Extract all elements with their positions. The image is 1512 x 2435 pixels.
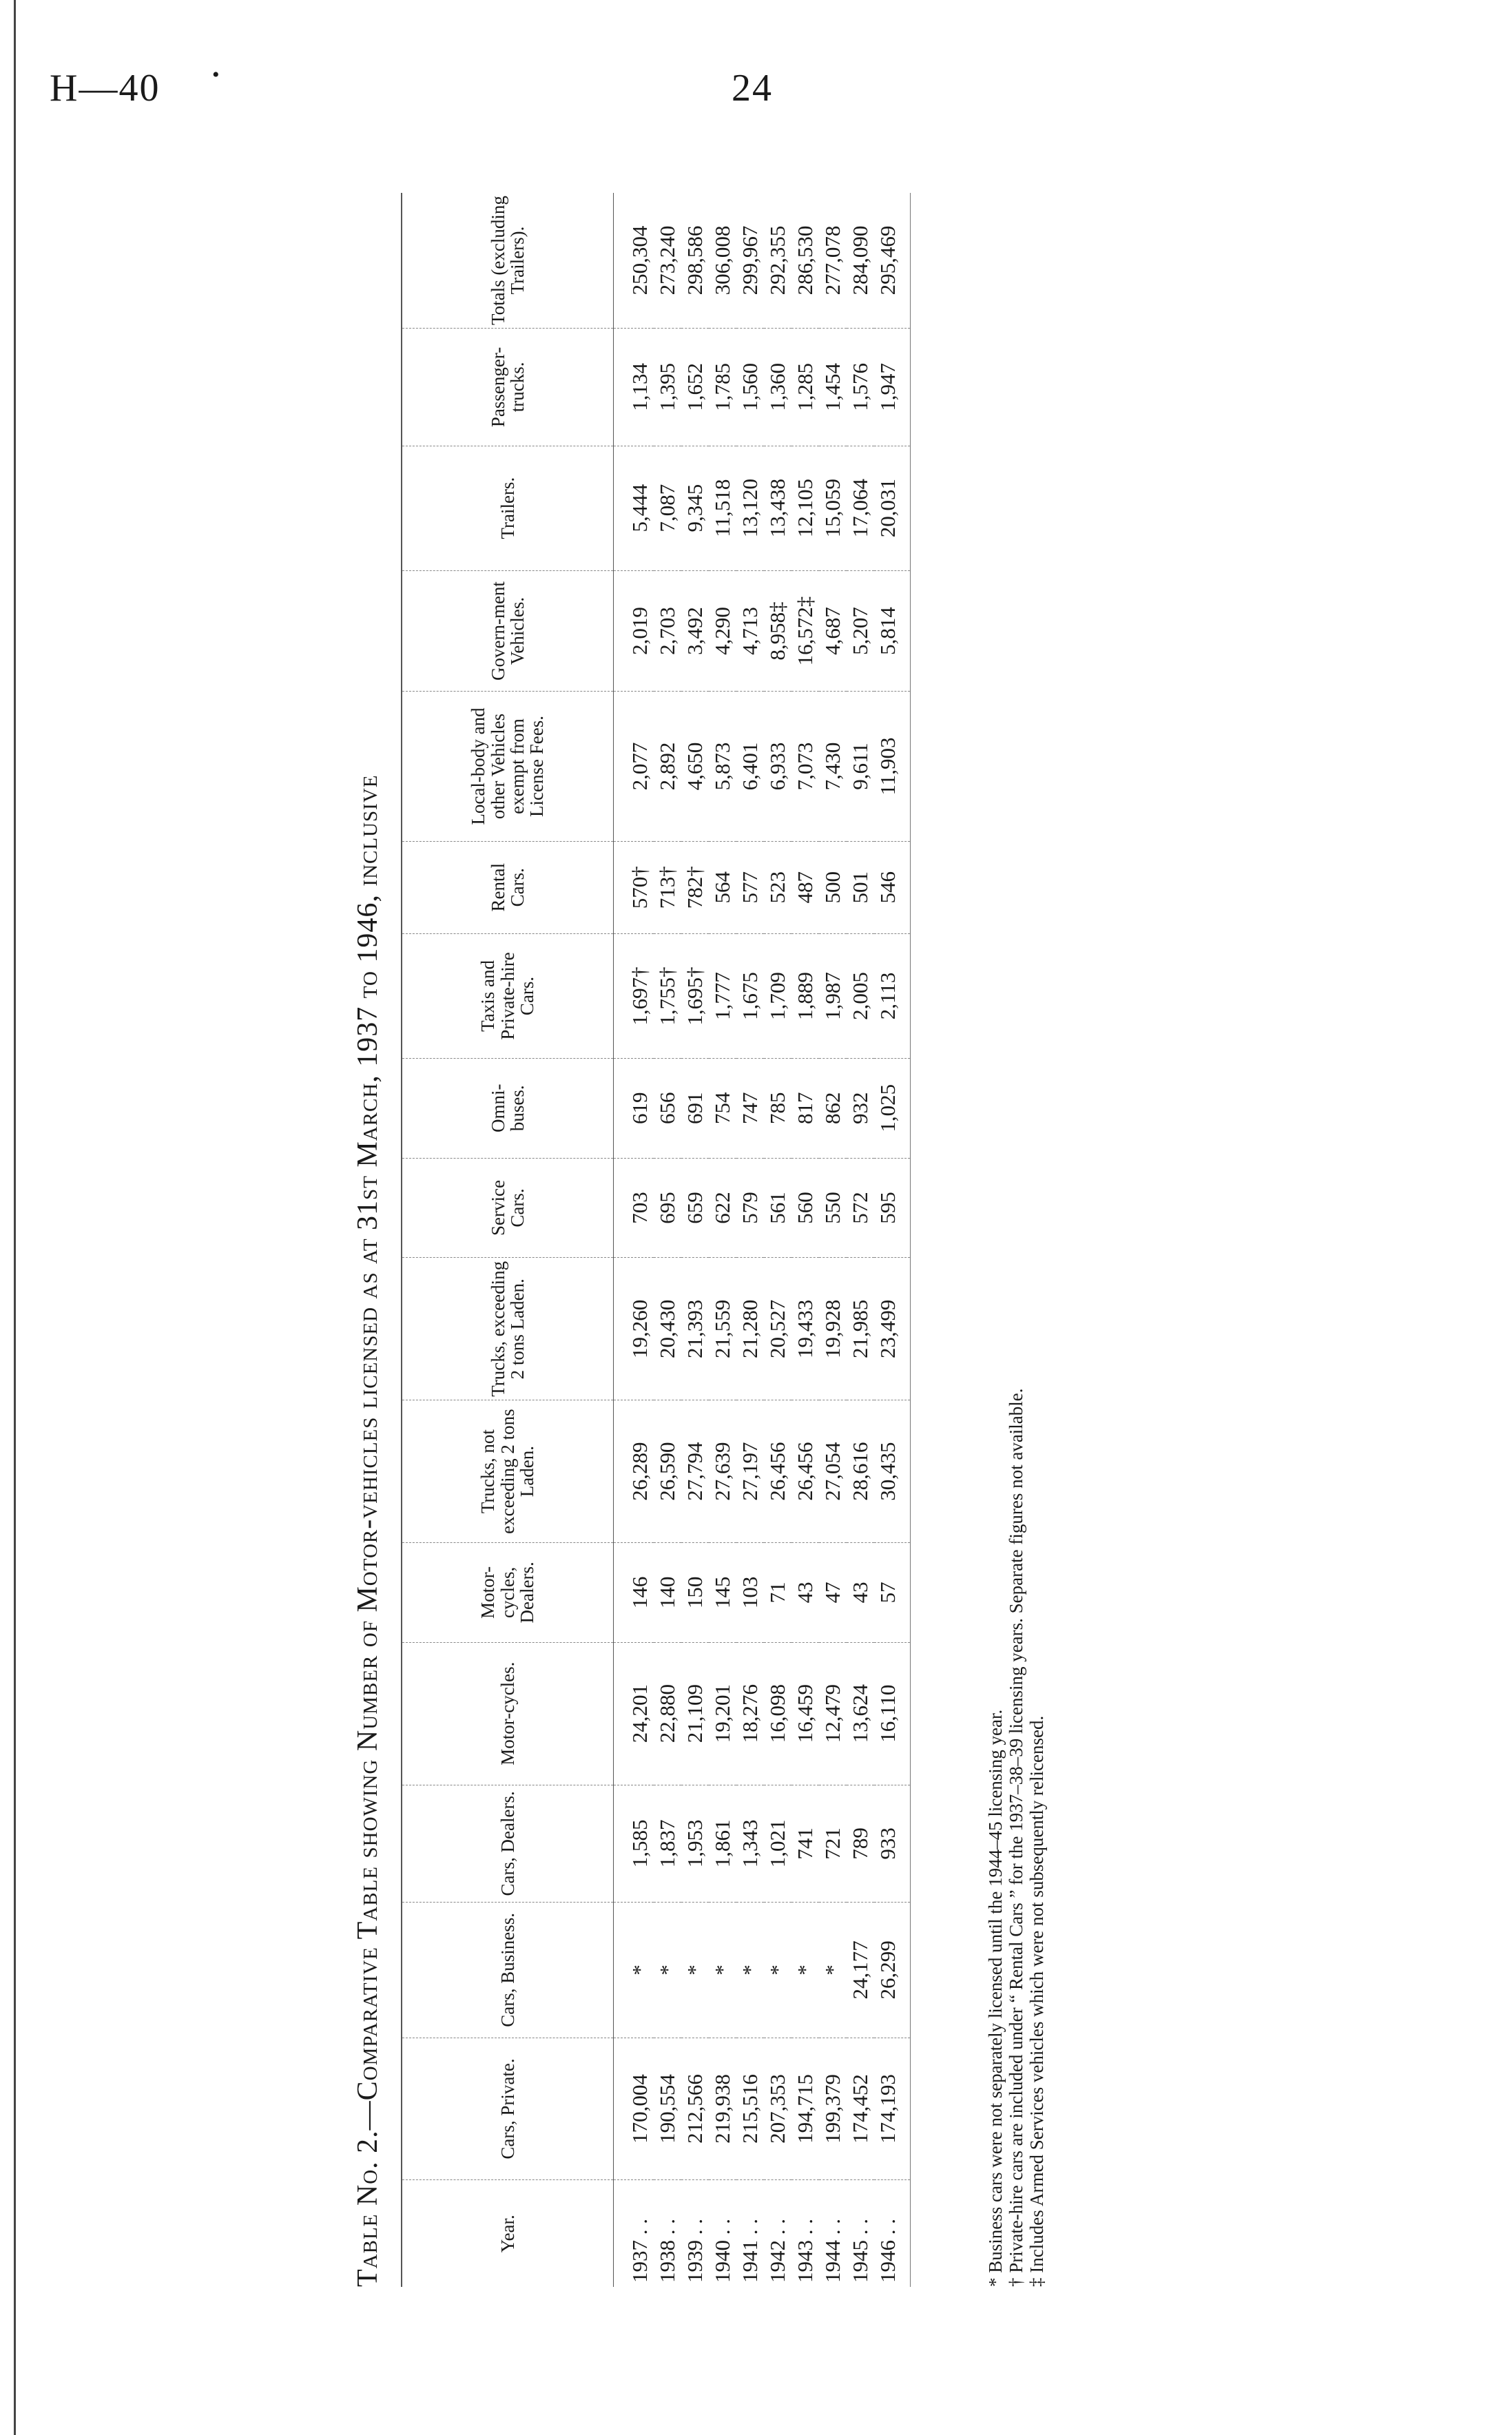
table-cell: 789 — [847, 1785, 874, 1903]
table-cell: 1,560 — [736, 329, 764, 446]
table-cell: 146 — [614, 1543, 654, 1643]
table-cell: 284,090 — [847, 193, 874, 329]
table-row — [764, 193, 791, 2287]
column-header: Rental Cars. — [402, 841, 614, 933]
table-cell: 21,559 — [709, 1258, 736, 1400]
table-cell: 16,459 — [791, 1642, 819, 1785]
table-cell: 622 — [709, 1158, 736, 1258]
table-cell: 2,005 — [847, 933, 874, 1058]
table-cell: 43 — [847, 1543, 874, 1643]
table-cell: 703 — [614, 1158, 654, 1258]
table-cell: 2,113 — [874, 933, 911, 1058]
table-cell: 1,987 — [819, 933, 847, 1058]
table-cell: 1,777 — [709, 933, 736, 1058]
year-cell: 1941 . . — [738, 2219, 762, 2283]
table-cell: 11,903 — [874, 692, 911, 841]
table-cell: 8,958‡ — [764, 570, 791, 692]
table-cell: 9,611 — [847, 692, 874, 841]
table-cell: 30,435 — [874, 1400, 911, 1543]
table-cell: 298,586 — [681, 193, 709, 329]
table-cell: 1,021 — [764, 1785, 791, 1903]
vehicles-table — [401, 193, 911, 2287]
table-cell: 27,197 — [736, 1400, 764, 1543]
table-cell: 1,947 — [874, 329, 911, 446]
table-cell: 561 — [764, 1158, 791, 1258]
table-cell: 9,345 — [681, 446, 709, 570]
table-cell: 24,201 — [614, 1642, 654, 1785]
table-cell: 695 — [654, 1158, 681, 1258]
table-cell: 103 — [736, 1543, 764, 1643]
table-cell: 13,624 — [847, 1642, 874, 1785]
table-cell: 6,401 — [736, 692, 764, 841]
table-cell: 273,240 — [654, 193, 681, 329]
table-cell: 691 — [681, 1058, 709, 1158]
table-cell: 27,794 — [681, 1400, 709, 1543]
table-body — [614, 193, 911, 2287]
table-cell: 817 — [791, 1058, 819, 1158]
table-cell: 215,516 — [736, 2038, 764, 2180]
column-header: Totals (excluding Trailers). — [402, 193, 614, 329]
column-header: Motor-cycles, Dealers. — [402, 1543, 614, 1643]
table-cell: 1,025 — [874, 1058, 911, 1158]
table-cell: 12,105 — [791, 446, 819, 570]
table-cell: 572 — [847, 1158, 874, 1258]
table-header-row — [402, 193, 614, 2287]
table-row — [819, 193, 847, 2287]
table-cell: 6,933 — [764, 692, 791, 841]
table-cell: 212,566 — [681, 2038, 709, 2180]
table-cell: 13,438 — [764, 446, 791, 570]
table-cell: 7,430 — [819, 692, 847, 841]
table-cell: 16,110 — [874, 1642, 911, 1785]
year-cell: 1944 . . — [820, 2219, 845, 2283]
table-cell: 47 — [819, 1543, 847, 1643]
table-cell: 20,527 — [764, 1258, 791, 1400]
table-cell: 3,492 — [681, 570, 709, 692]
rotated-table-block — [324, 179, 1047, 2301]
table-cell: 2,019 — [614, 570, 654, 692]
table-cell: 782† — [681, 841, 709, 933]
column-header: Taxis and Private-hire Cars. — [402, 933, 614, 1058]
table-cell: 22,880 — [654, 1642, 681, 1785]
table-cell: 19,433 — [791, 1258, 819, 1400]
footnote: † Private-hire cars are included under “ Rental Cars ” for the 1937–38–39 licensing years. Separate figures not available. — [1006, 1388, 1026, 2287]
column-header: Govern-ment Vehicles. — [402, 570, 614, 692]
table-cell: 219,938 — [709, 2038, 736, 2180]
column-header: Omni-buses. — [402, 1058, 614, 1158]
table-cell: 19,201 — [709, 1642, 736, 1785]
table-cell: 250,304 — [614, 193, 654, 329]
table-cell: 21,280 — [736, 1258, 764, 1400]
column-header: Service Cars. — [402, 1158, 614, 1258]
table-cell: 741 — [791, 1785, 819, 1903]
table-cell: 656 — [654, 1058, 681, 1158]
table-cell: 2,892 — [654, 692, 681, 841]
table-cell: 1,755† — [654, 933, 681, 1058]
table-cell: 140 — [654, 1543, 681, 1643]
table-cell: 933 — [874, 1785, 911, 1903]
table-cell: 145 — [709, 1543, 736, 1643]
column-header: Cars, Business. — [402, 1903, 614, 2038]
table-cell: 295,469 — [874, 193, 911, 329]
table-cell: * — [764, 1903, 791, 2038]
table-row — [874, 193, 911, 2287]
year-cell: 1940 . . — [710, 2219, 734, 2283]
page-number: 24 — [732, 67, 773, 110]
column-header: Motor-cycles. — [402, 1642, 614, 1785]
table-cell: 4,650 — [681, 692, 709, 841]
table-cell: * — [791, 1903, 819, 2038]
table-cell: * — [654, 1903, 681, 2038]
table-cell: 170,004 — [614, 2038, 654, 2180]
table-cell: 286,530 — [791, 193, 819, 329]
table-cell: 1,695† — [681, 933, 709, 1058]
table-title: Table No. 2.—Comparative Table showing Number of Motor-vehicles licensed as at 31st March, 1937 to 1946, inclusive — [352, 774, 384, 2287]
table-cell: 1,134 — [614, 329, 654, 446]
stray-mark: • — [212, 63, 220, 86]
table-cell: 16,098 — [764, 1642, 791, 1785]
table-cell: 754 — [709, 1058, 736, 1158]
table-cell: 20,430 — [654, 1258, 681, 1400]
table-cell: 487 — [791, 841, 819, 933]
table-cell: 7,073 — [791, 692, 819, 841]
page-code: H—40 — [50, 67, 160, 110]
table-cell: * — [736, 1903, 764, 2038]
table-row — [709, 193, 736, 2287]
year-cell: 1945 . . — [848, 2219, 872, 2283]
column-header: Cars, Dealers. — [402, 1785, 614, 1903]
table-cell: 28,616 — [847, 1400, 874, 1543]
table-cell: 577 — [736, 841, 764, 933]
table-cell: 2,077 — [614, 692, 654, 841]
table-cell: 16,572‡ — [791, 570, 819, 692]
table-cell: 277,078 — [819, 193, 847, 329]
table-cell: 20,031 — [874, 446, 911, 570]
table-cell: 5,873 — [709, 692, 736, 841]
table-cell: 194,715 — [791, 2038, 819, 2180]
table-cell: 1,675 — [736, 933, 764, 1058]
table-cell: 18,276 — [736, 1642, 764, 1785]
table-cell: 785 — [764, 1058, 791, 1158]
table-cell: 24,177 — [847, 1903, 874, 2038]
table-cell: 174,193 — [874, 2038, 911, 2180]
table-row — [614, 193, 654, 2287]
year-cell: 1946 . . — [874, 2180, 911, 2287]
column-header: Trucks, not exceeding 2 tons Laden. — [402, 1400, 614, 1543]
table-cell: 26,456 — [764, 1400, 791, 1543]
table-cell: * — [709, 1903, 736, 2038]
table-cell: 26,456 — [791, 1400, 819, 1543]
year-cell: 1939 . . — [683, 2219, 707, 2283]
table-cell: 550 — [819, 1158, 847, 1258]
table-cell: 1,360 — [764, 329, 791, 446]
year-cell: 1943 . . — [793, 2219, 817, 2283]
table-cell: 71 — [764, 1543, 791, 1643]
table-row — [847, 193, 874, 2287]
table-cell: 500 — [819, 841, 847, 933]
table-cell: 4,713 — [736, 570, 764, 692]
table-cell: 862 — [819, 1058, 847, 1158]
table-cell: 2,703 — [654, 570, 681, 692]
table-cell: 5,444 — [614, 446, 654, 570]
table-cell: 292,355 — [764, 193, 791, 329]
table-cell: 570† — [614, 841, 654, 933]
table-cell: 1,454 — [819, 329, 847, 446]
table-cell: 546 — [874, 841, 911, 933]
table-cell: 1,837 — [654, 1785, 681, 1903]
table-cell: 26,299 — [874, 1903, 911, 2038]
table-cell: 1,697† — [614, 933, 654, 1058]
table-row — [654, 193, 681, 2287]
table-cell: 713† — [654, 841, 681, 933]
table-cell: * — [614, 1903, 654, 2038]
table-cell: 57 — [874, 1543, 911, 1643]
table-cell: 1,953 — [681, 1785, 709, 1903]
table-cell: 306,008 — [709, 193, 736, 329]
table-cell: 21,109 — [681, 1642, 709, 1785]
table-cell: 150 — [681, 1543, 709, 1643]
table-cell: 1,343 — [736, 1785, 764, 1903]
table-cell: 5,207 — [847, 570, 874, 692]
table-cell: 560 — [791, 1158, 819, 1258]
table-cell: 619 — [614, 1058, 654, 1158]
table-cell: 1,861 — [709, 1785, 736, 1903]
table-cell: 15,059 — [819, 446, 847, 570]
table-cell: 21,985 — [847, 1258, 874, 1400]
table-cell: 1,709 — [764, 933, 791, 1058]
table-cell: 564 — [709, 841, 736, 933]
table-cell: 23,499 — [874, 1258, 911, 1400]
table-cell: 4,290 — [709, 570, 736, 692]
table-cell: 19,260 — [614, 1258, 654, 1400]
table-cell: 26,289 — [614, 1400, 654, 1543]
footnote: * Business cars were not separately licensed until the 1944–45 licensing year. — [985, 1709, 1006, 2287]
table-cell: 747 — [736, 1058, 764, 1158]
table-cell: * — [819, 1903, 847, 2038]
table-cell: 11,518 — [709, 446, 736, 570]
table-cell: 5,814 — [874, 570, 911, 692]
column-header: Year. — [402, 2180, 614, 2287]
table-cell: 501 — [847, 841, 874, 933]
table-cell: 43 — [791, 1543, 819, 1643]
table-cell: 1,785 — [709, 329, 736, 446]
table-cell: 26,590 — [654, 1400, 681, 1543]
table-cell: 595 — [874, 1158, 911, 1258]
year-cell: 1937 . . — [628, 2219, 652, 2283]
table-cell: 1,576 — [847, 329, 874, 446]
table-row — [736, 193, 764, 2287]
table-cell: 659 — [681, 1158, 709, 1258]
table-cell: 12,479 — [819, 1642, 847, 1785]
column-header: Trucks, exceeding 2 tons Laden. — [402, 1258, 614, 1400]
table-cell: 207,353 — [764, 2038, 791, 2180]
table-cell: 579 — [736, 1158, 764, 1258]
table-cell: * — [681, 1903, 709, 2038]
column-header: Passenger-trucks. — [402, 329, 614, 446]
table-cell: 190,554 — [654, 2038, 681, 2180]
table-cell: 1,395 — [654, 329, 681, 446]
table-row — [681, 193, 709, 2287]
table-cell: 19,928 — [819, 1258, 847, 1400]
table-cell: 299,967 — [736, 193, 764, 329]
table-cell: 1,889 — [791, 933, 819, 1058]
table-cell: 523 — [764, 841, 791, 933]
table-cell: 21,393 — [681, 1258, 709, 1400]
table-cell: 13,120 — [736, 446, 764, 570]
column-header: Local-body and other Vehicles exempt from License Fees. — [402, 692, 614, 841]
table-cell: 174,452 — [847, 2038, 874, 2180]
column-header: Cars, Private. — [402, 2038, 614, 2180]
table-cell: 7,087 — [654, 446, 681, 570]
page-edge-rule — [14, 0, 16, 2435]
year-cell: 1942 . . — [765, 2219, 789, 2283]
table-cell: 17,064 — [847, 446, 874, 570]
column-header: Trailers. — [402, 446, 614, 570]
table-row — [791, 193, 819, 2287]
table-cell: 4,687 — [819, 570, 847, 692]
table-cell: 932 — [847, 1058, 874, 1158]
table-cell: 199,379 — [819, 2038, 847, 2180]
table-cell: 721 — [819, 1785, 847, 1903]
year-cell: 1938 . . — [655, 2219, 679, 2283]
footnotes — [985, 193, 1047, 2287]
table-cell: 1,652 — [681, 329, 709, 446]
table-cell: 1,585 — [614, 1785, 654, 1903]
table-cell: 1,285 — [791, 329, 819, 446]
table-cell: 27,639 — [709, 1400, 736, 1543]
footnote: ‡ Includes Armed Services vehicles which were not subsequently relicensed. — [1026, 1715, 1047, 2287]
table-cell: 27,054 — [819, 1400, 847, 1543]
